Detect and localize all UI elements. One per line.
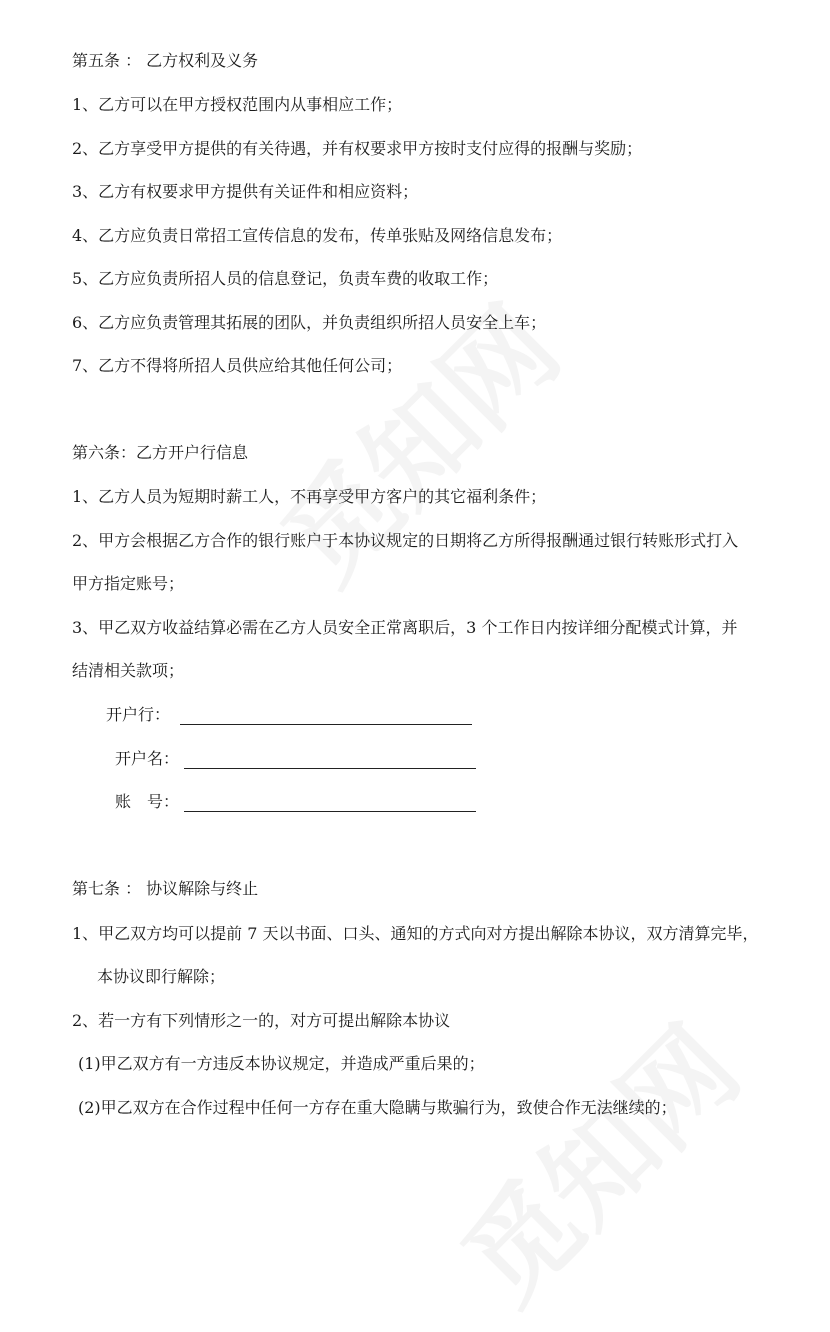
article5-item-6: 6、乙方应负责管理其拓展的团队，并负责组织所招人员安全上车；	[72, 313, 547, 332]
article5-item-4: 4、乙方应负责日常招工宣传信息的发布，传单张贴及网络信息发布；	[72, 226, 563, 245]
article6-item-3-line-1: 3、甲乙双方收益结算必需在乙方人员安全正常离职后，3 个工作日内按详细分配模式计算，并	[72, 618, 738, 637]
article7-title: 第七条 ： 协议解除与终止	[72, 879, 259, 898]
article6-item-2-line-1: 2、甲方会根据乙方合作的银行账户于本协议规定的日期将乙方所得报酬通过银行转账形式打入	[72, 531, 739, 550]
article6-item-2-line-2: 甲方指定账号；	[72, 574, 185, 593]
article7-item-1-line-2: 本协议即行解除；	[97, 967, 226, 986]
watermark	[422, 986, 767, 1331]
account-name-label: 开户名：	[115, 749, 180, 768]
article5-title: 第五条 ： 乙方权利及义务	[72, 51, 259, 70]
article5-item-5: 5、乙方应负责所招人员的信息登记，负责车费的收取工作；	[72, 269, 499, 288]
account-name-blank-line[interactable]	[184, 768, 476, 769]
article5-item-7: 7、乙方不得将所招人员供应给其他任何公司；	[72, 356, 403, 375]
bank-label: 开户行：	[106, 705, 171, 724]
article7-item-1-line-1: 1、甲乙双方均可以提前 7 天以书面、口头、通知的方式向对方提出解除本协议，双方清算完毕，	[72, 924, 759, 943]
article7-item-2: 2、若一方有下列情形之一的，对方可提出解除本协议	[72, 1011, 451, 1030]
account-number-blank-line[interactable]	[184, 811, 476, 812]
article6-item-3-line-2: 结清相关款项；	[72, 661, 185, 680]
article7-sub-item-1: (1)甲乙双方有一方违反本协议规定，并造成严重后果的；	[78, 1054, 485, 1073]
article6-item-1: 1、乙方人员为短期时薪工人，不再享受甲方客户的其它福利条件；	[72, 487, 547, 506]
article6-title: 第六条：乙方开户行信息	[72, 443, 249, 462]
account-number-label: 账 号：	[115, 792, 180, 811]
article5-item-2: 2、乙方享受甲方提供的有关待遇，并有权要求甲方按时支付应得的报酬与奖励；	[72, 139, 643, 158]
article7-sub-item-2: (2)甲乙双方在合作过程中任何一方存在重大隐瞒与欺骗行为，致使合作无法继续的；	[78, 1098, 677, 1117]
article5-item-1: 1、乙方可以在甲方授权范围内从事相应工作；	[72, 95, 403, 114]
bank-blank-line[interactable]	[180, 724, 472, 725]
article5-item-3: 3、乙方有权要求甲方提供有关证件和相应资料；	[72, 182, 419, 201]
